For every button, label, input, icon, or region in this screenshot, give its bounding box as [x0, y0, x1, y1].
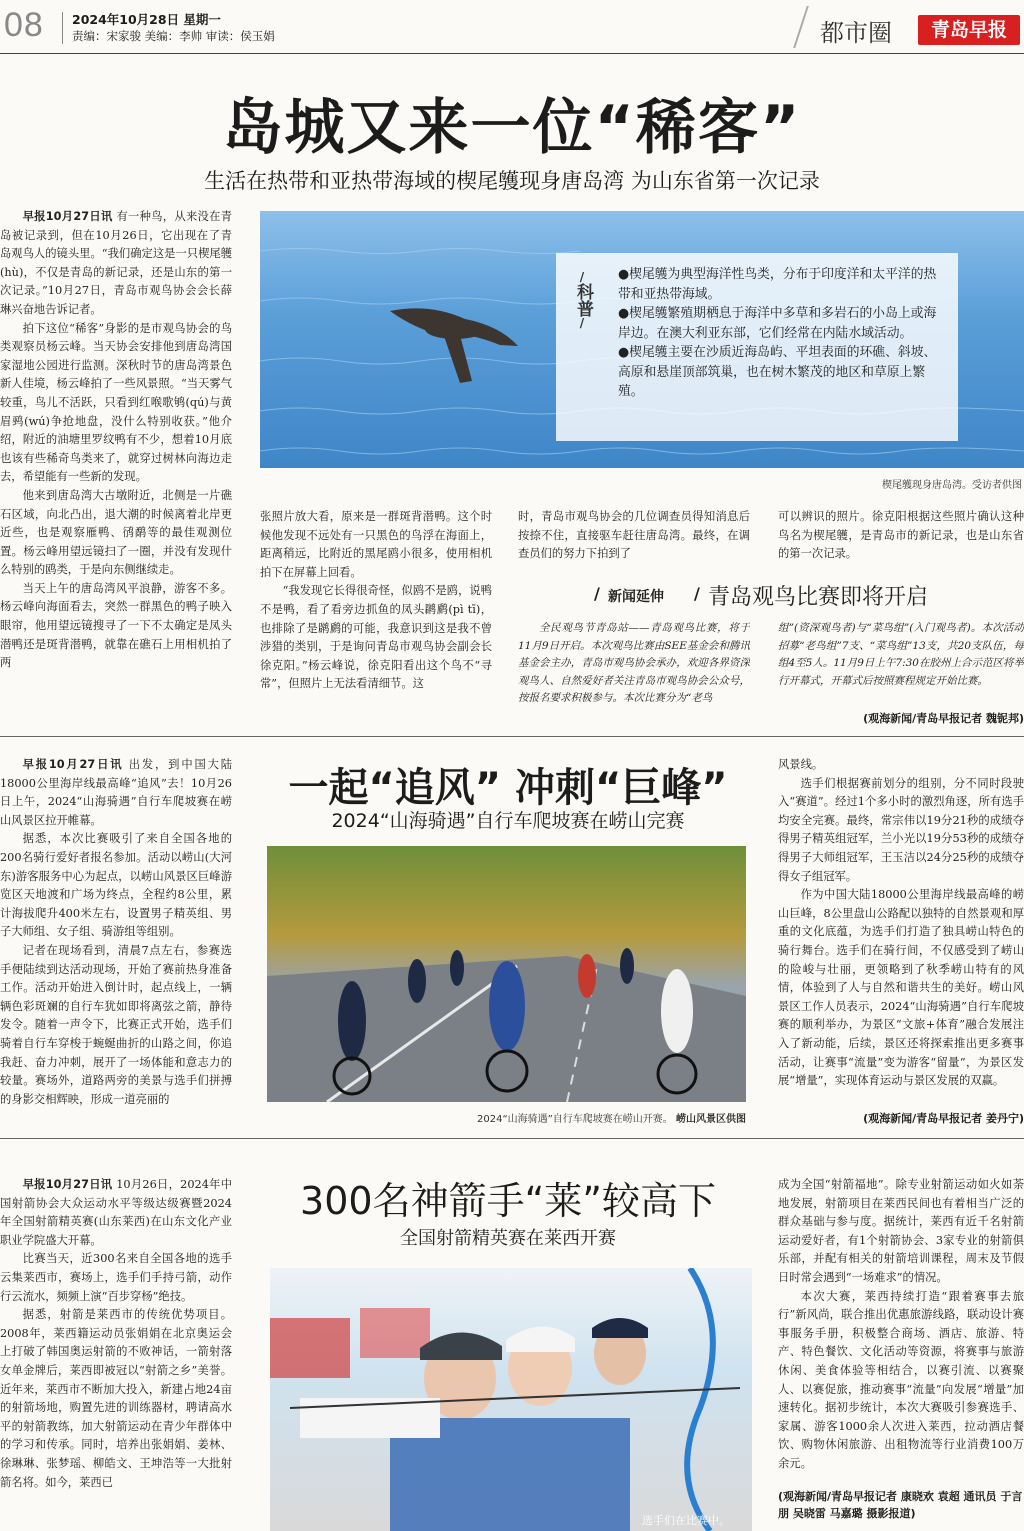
paragraph: 据悉，射箭是莱西市的传统优势项目。2008年，莱西籍运动员张娟娟在北京奥运会上打破了韩国奥运射箭的不败神话，一箭射落女单金牌后，莱西即被冠以“射箭之乡”美誉。近年来，莱西市不断加大投入，新建占地24亩的射箭场地，购置先进的训练器材，聘请高水平的射箭教练，加大射箭运动在青少年群体中的学习和传承。同时，培养出张娟娟、姜林、徐琳琳、张梦瑶、柳皓文、王坤浩等一大批射箭名将。如今，莱西已	[0, 1308, 232, 1489]
science-fact: ●楔尾鹱繁殖期栖息于海洋中多草和多岩石的小岛上或海岸边。在澳大利亚东部，它们经常在内陆水域活动。	[618, 306, 937, 341]
news-extension-header	[590, 580, 1020, 610]
news-extension-label: 新闻延伸	[608, 589, 664, 605]
paragraph: 成为全国“射箭福地”。除专业射箭运动如火如荼地发展，射箭项目在莱西民间也有着相当广泛的群众基础与参与度。据统计，莱西有近千名射箭运动爱好者，有1个射箭协会、3家专业的射箭俱乐部，并配有相关的射箭培训课程，周末及节假日时常会遇到“一场难求”的情况。	[778, 1178, 1024, 1284]
brand-logo	[918, 15, 1020, 45]
article3-byline: (观海新闻/青岛早报记者 康晓欢 袁超 通讯员 于言朋 吴晓雷 马嘉璐 摄影报道)	[778, 1490, 1023, 1520]
compound-bow	[687, 1268, 713, 1531]
science-fact: ●楔尾鹱主要在沙质近海岛屿、平坦表面的环礁、斜坡、高原和悬崖顶部筑巢，也在树木繁茂的地区和草原上繁殖。	[618, 345, 937, 399]
brand-logo-text: 青岛早报	[930, 19, 1007, 41]
article1-column2	[260, 508, 492, 722]
dateline: 早报10月27日讯	[22, 1178, 113, 1191]
paragraph: 选手们根据赛前划分的组别，分不同时段驶入“赛道”。经过1个多小时的激烈角逐，所有选手均安全完赛。最终，常宗伟以19分21秒的成绩夺得男子精英组冠军，兰小光以19分53秒的成绩夺得男子大师组冠军，王玉洁以24分25秒的成绩夺得女子组冠军。	[778, 776, 1024, 883]
article1-column1	[0, 208, 232, 722]
header-divider-left	[62, 12, 63, 44]
paragraph: 作为中国大陆18000公里海岸线最高峰的崂山巨峰，8公里盘山公路配以独特的自然景观和厚重的文化底蕴，为选手们打造了独具崂山特色的骑行舞台。选手们在骑行间，不仅感受到了崂山的险峻与壮丽，更领略到了秋季崂山特有的风情，体验到了人与自然和谐共生的美好。崂山风景区工作人员表示，2024“山海骑遇”自行车爬坡赛的顺利举办，为景区“文旅+体育”融合发展注入了新动能，后续，景区还将探索推出更多赛事活动，让赛事“流量”变为游客“留量”，为景区发展“增量”，实现体育运动与景区发展的双赢。	[778, 888, 1024, 1088]
paragraph: 比赛当天，近300名来自全国各地的选手云集莱西市，赛场上，选手们手持弓箭，动作行云流水，频频上演“百步穿杨”绝技。	[0, 1252, 232, 1303]
slash-mark: /	[694, 584, 700, 603]
section-rule	[0, 736, 1024, 737]
caption-text: 2024“山海骑遇”自行车爬坡赛在崂山开赛。	[477, 1114, 673, 1125]
archer-figures	[300, 1318, 648, 1531]
paragraph: 有一种鸟，从来没在青岛被记录到，但在10月26日，它出现在了青岛观鸟人的镜头里。“我们确定这是一只楔尾鹱(hù)，不仅是青岛的新记录，还是山东的第一次记录。”10月27日，青岛市观鸟协会会长薛琳兴奋地告诉记者。	[0, 210, 232, 316]
article2-column1	[0, 756, 232, 1128]
section-rule	[0, 1138, 1024, 1139]
issue-date: 2024年10月28日 星期一	[72, 12, 221, 27]
paragraph: 可以辨识的照片。徐克阳根据这些照片确认这种鸟名为楔尾鹱，是青岛市的新记录，也是山东省的第一次记录。	[778, 510, 1024, 561]
paragraph: 10月26日，2024年中国射箭协会大众运动水平等级达级赛暨2024年全国射箭精英赛(山东莱西)在山东文化产业职业学院盛大开幕。	[0, 1178, 232, 1247]
science-fact: ●楔尾鹱为典型海洋性鸟类，分布于印度洋和太平洋的热带和亚热带海域。	[618, 267, 937, 302]
wedge-tailed-shearwater-bird	[390, 308, 518, 383]
science-box	[556, 253, 958, 441]
article2-column2	[778, 756, 1024, 1106]
paragraph: 记者在现场看到，清晨7点左右，参赛选手便陆续到达活动现场，开始了赛前热身准备工作。活动开始进入倒计时，起点线上，一辆辆色彩斑斓的自行车犹如即将离弦之箭，静待发令。随着一声令下，比赛正式开始，选手们骑着自行车穿梭于蜿蜒曲折的山路之间，你追我赶、奋力冲刺，展开了一场体能和意志力的较量。赛场外，道路两旁的美景与选手们拼搏的身影交相辉映，形成一道亮丽的	[0, 943, 232, 1106]
paragraph: 时，青岛市观鸟协会的几位调查员得知消息后按捺不住，直接驱车赶往唐岛湾。最终，在调查员们的努力下拍到了	[518, 510, 750, 561]
science-box-list	[618, 265, 940, 402]
dateline: 早报10月27日讯	[22, 758, 124, 771]
article1-column4	[778, 508, 1024, 568]
cycling-photo-caption	[267, 1110, 746, 1125]
header-rule	[0, 53, 1024, 54]
paragraph: 出发，到中国大陆18000公里海岸线最高峰“追风”去！10月26日上午，2024“山海骑遇”自行车爬坡赛在崂山风景区拉开帷幕。	[0, 758, 232, 827]
article3-subtitle: 全国射箭精英赛在莱西开赛	[400, 1228, 616, 1249]
caption-credit: 崂山风景区供图	[676, 1114, 746, 1125]
dateline: 早报10月27日讯	[22, 210, 113, 223]
page-number: 08	[4, 6, 44, 44]
editors-line: 责编：宋家骏 美编：李帅 审读：侯玉娟	[72, 29, 275, 43]
article1-subtitle: 生活在热带和亚热带海域的楔尾鹱现身唐岛湾 为山东省第一次记录	[204, 169, 820, 193]
article3-column2	[778, 1176, 1024, 1486]
cycling-photo	[267, 846, 746, 1102]
article3-title: 300名神箭手“莱”较高下	[300, 1179, 716, 1223]
paragraph: 他来到唐岛湾大古墩附近，北侧是一片礁石区域，向北凸出，退大潮的时候离着北岸更近些，也是观察雁鸭、鸻鹬等的最佳观测位置。杨云峰用望远镜扫了一圈，并没有发现什么特别的鸥类，于是向东侧继续走。	[0, 488, 232, 577]
science-box-label: / 科普 /	[570, 271, 594, 329]
article3-column1	[0, 1176, 232, 1531]
paragraph: 张照片放大看，原来是一群斑背潜鸭。这个时候他发现不远处有一只黑色的鸟浮在海面上，距离稍远，比附近的黑尾鸥小很多，使用相机拍下在屏幕上回看。	[260, 510, 492, 579]
archery-photo	[270, 1268, 752, 1531]
paragraph: 当天上午的唐岛湾风平浪静，游客不多。杨云峰向海面看去，突然一群黑色的鸭子映入眼帘，他用望远镜搜寻了一下不太确定是凤头潜鸭还是斑背潜鸭，就靠在礁石上用相机拍了两	[0, 581, 232, 670]
paragraph: 本次大赛，莱西持续打造“跟着赛事去旅行”新风尚，联合推出优惠旅游线路，联动设计赛事服务手册，积极整合商场、酒店、旅游、特产、特色餐饮、文化活动等资源，将赛事与旅游休闲、美食体验等相结合，以赛引流、以赛聚人、以赛促旅，推动赛事“流量”向发展“增量”加速转化。据初步统计，本次大赛吸引参赛选手、家属、游客1000余人次进入莱西，拉动酒店餐饮、购物休闲旅游、出租物流等行业消费100万余元。	[778, 1289, 1024, 1470]
science-label-text: 科普	[573, 283, 593, 317]
cyclists-image	[267, 846, 746, 1102]
sidebar-column2: 组”(资深观鸟者)与“菜鸟组”(入门观鸟者)。本次活动招募“老鸟组”7支、“菜鸟组”13支，共20支队伍，每组4至5人。11月9日上午7:30在胶州上合示范区将举行开幕式，开幕式后按照赛程规定开始比赛。	[778, 622, 1024, 687]
article2-subtitle: 2024“山海骑遇”自行车爬坡赛在崂山完赛	[331, 810, 685, 832]
section-name: 都市圈	[820, 19, 892, 47]
sidebar-column1: 全民观鸟节青岛站——青岛观鸟比赛，将于11月9日开启。本次观鸟比赛由SEE基金会和腾讯基金会主办，青岛市观鸟协会承办，欢迎各界资深观鸟人、自然爱好者关注青岛市观鸟协会公众号，按报名要求积极参与。本次比赛分为“老鸟	[518, 622, 750, 704]
slash-mark: /	[594, 584, 600, 603]
paragraph: 风景线。	[778, 758, 824, 771]
news-extension-title: 青岛观鸟比赛即将开启	[708, 585, 929, 610]
bird-photo-caption: 楔尾鹱现身唐岛湾。受访者供图	[882, 480, 1022, 491]
archers-image	[270, 1268, 752, 1531]
paragraph: “我发现它长得很奇怪，似鸥不是鸥，说鸭不是鸭，看了看旁边抓鱼的凤头䴙䴘(pì tī)，也排除了是䴙䴘的可能，我意识到这是我不曾涉猎的类别，于是询问青岛市观鸟协会副会长徐克阳。”杨云峰说，徐克阳看出这个鸟不“寻常”，但照片上无法看清细节。这	[260, 584, 492, 691]
article1-column3	[518, 508, 750, 568]
article2-byline: (观海新闻/青岛早报记者 姜丹宁)	[863, 1112, 1024, 1125]
article1-title: 岛城又来一位“稀客”	[222, 93, 802, 163]
article2-title: 一起“追风” 冲刺“巨峰”	[288, 765, 728, 811]
paragraph: 据悉，本次比赛吸引了来自全国各地的200名骑行爱好者报名参加。活动以崂山(大河东)游客服务中心为起点，以崂山风景区巨峰游览区天地渡和广场为终点，全程约8公里，累计海拔爬升400米左右，设置男子精英组、男子大师组、女子组、骑游组等组别。	[0, 832, 232, 939]
sidebar-byline: (观海新闻/青岛早报记者 魏铌邦)	[863, 712, 1024, 725]
paragraph: 拍下这位“稀客”身影的是市观鸟协会的鸟类观察员杨云峰。当天协会安排他到唐岛湾国家湿地公园进行监测。深秋时节的唐岛湾景色新人佳境，杨云峰拍了一些风景照。“当天雾气较重，鸟儿不活跃，只看到红喉歌鸲(qú)与黄眉鹀(wú)争抢地盘，没什么特别收获。”他介绍，附近的油塘里罗纹鸭有不少，想着10月底也该有些稀奇鸟类来了，就穿过树林向海边走去，希望能有一些新的发现。	[0, 321, 232, 484]
archery-photo-watermark: 选手们在比赛中。	[642, 1514, 730, 1527]
